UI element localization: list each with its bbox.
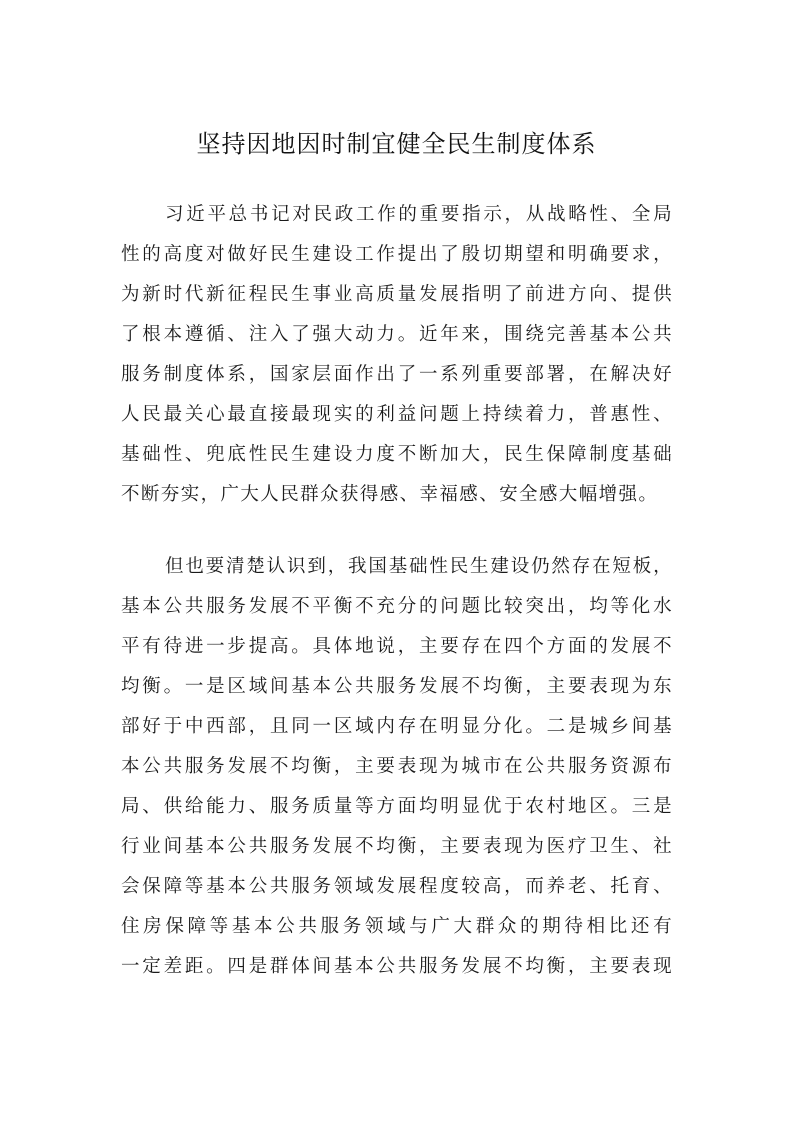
document-title: 坚持因地因时制宜健全民生制度体系 xyxy=(196,130,597,158)
paragraph-line: 基本公共服务发展不平衡不充分的问题比较突出，均等化水 xyxy=(121,596,673,617)
paragraph-line: 本公共服务发展不均衡，主要表现为城市在公共服务资源布 xyxy=(121,756,673,777)
paragraph-line: 会保障等基本公共服务领域发展程度较高，而养老、托育、 xyxy=(121,876,673,897)
paragraph-line: 服务制度体系，国家层面作出了一系列重要部署，在解决好 xyxy=(121,364,673,385)
paragraph-line: 住房保障等基本公共服务领域与广大群众的期待相比还有 xyxy=(121,916,673,937)
paragraph-line: 均衡。一是区域间基本公共服务发展不均衡，主要表现为东 xyxy=(121,676,673,697)
paragraph-line: 性的高度对做好民生建设工作提出了殷切期望和明确要求， xyxy=(121,244,673,265)
paragraph-line: 不断夯实，广大人民群众获得感、幸福感、安全感大幅增强。 xyxy=(121,484,659,505)
body-paragraph-1 xyxy=(121,195,673,515)
body-paragraph-2 xyxy=(121,547,673,987)
paragraph-line: 行业间基本公共服务发展不均衡，主要表现为医疗卫生、社 xyxy=(121,836,673,857)
paragraph-line: 为新时代新征程民生事业高质量发展指明了前进方向、提供 xyxy=(121,284,673,305)
paragraph-line: 了根本遵循、注入了强大动力。近年来，围绕完善基本公共 xyxy=(121,324,673,345)
paragraph-line: 但也要清楚认识到，我国基础性民生建设仍然存在短板， xyxy=(165,556,673,577)
paragraph-line: 平有待进一步提高。具体地说，主要存在四个方面的发展不 xyxy=(121,636,673,657)
paragraph-line: 局、供给能力、服务质量等方面均明显优于农村地区。三是 xyxy=(121,796,673,817)
paragraph-line: 人民最关心最直接最现实的利益问题上持续着力，普惠性、 xyxy=(121,404,673,425)
paragraph-line: 部好于中西部，且同一区域内存在明显分化。二是城乡间基 xyxy=(121,716,673,737)
paragraph-line: 习近平总书记对民政工作的重要指示，从战略性、全局 xyxy=(165,204,673,225)
paragraph-line: 一定差距。四是群体间基本公共服务发展不均衡，主要表现 xyxy=(121,956,673,977)
paragraph-line: 基础性、兜底性民生建设力度不断加大，民生保障制度基础 xyxy=(121,444,673,465)
